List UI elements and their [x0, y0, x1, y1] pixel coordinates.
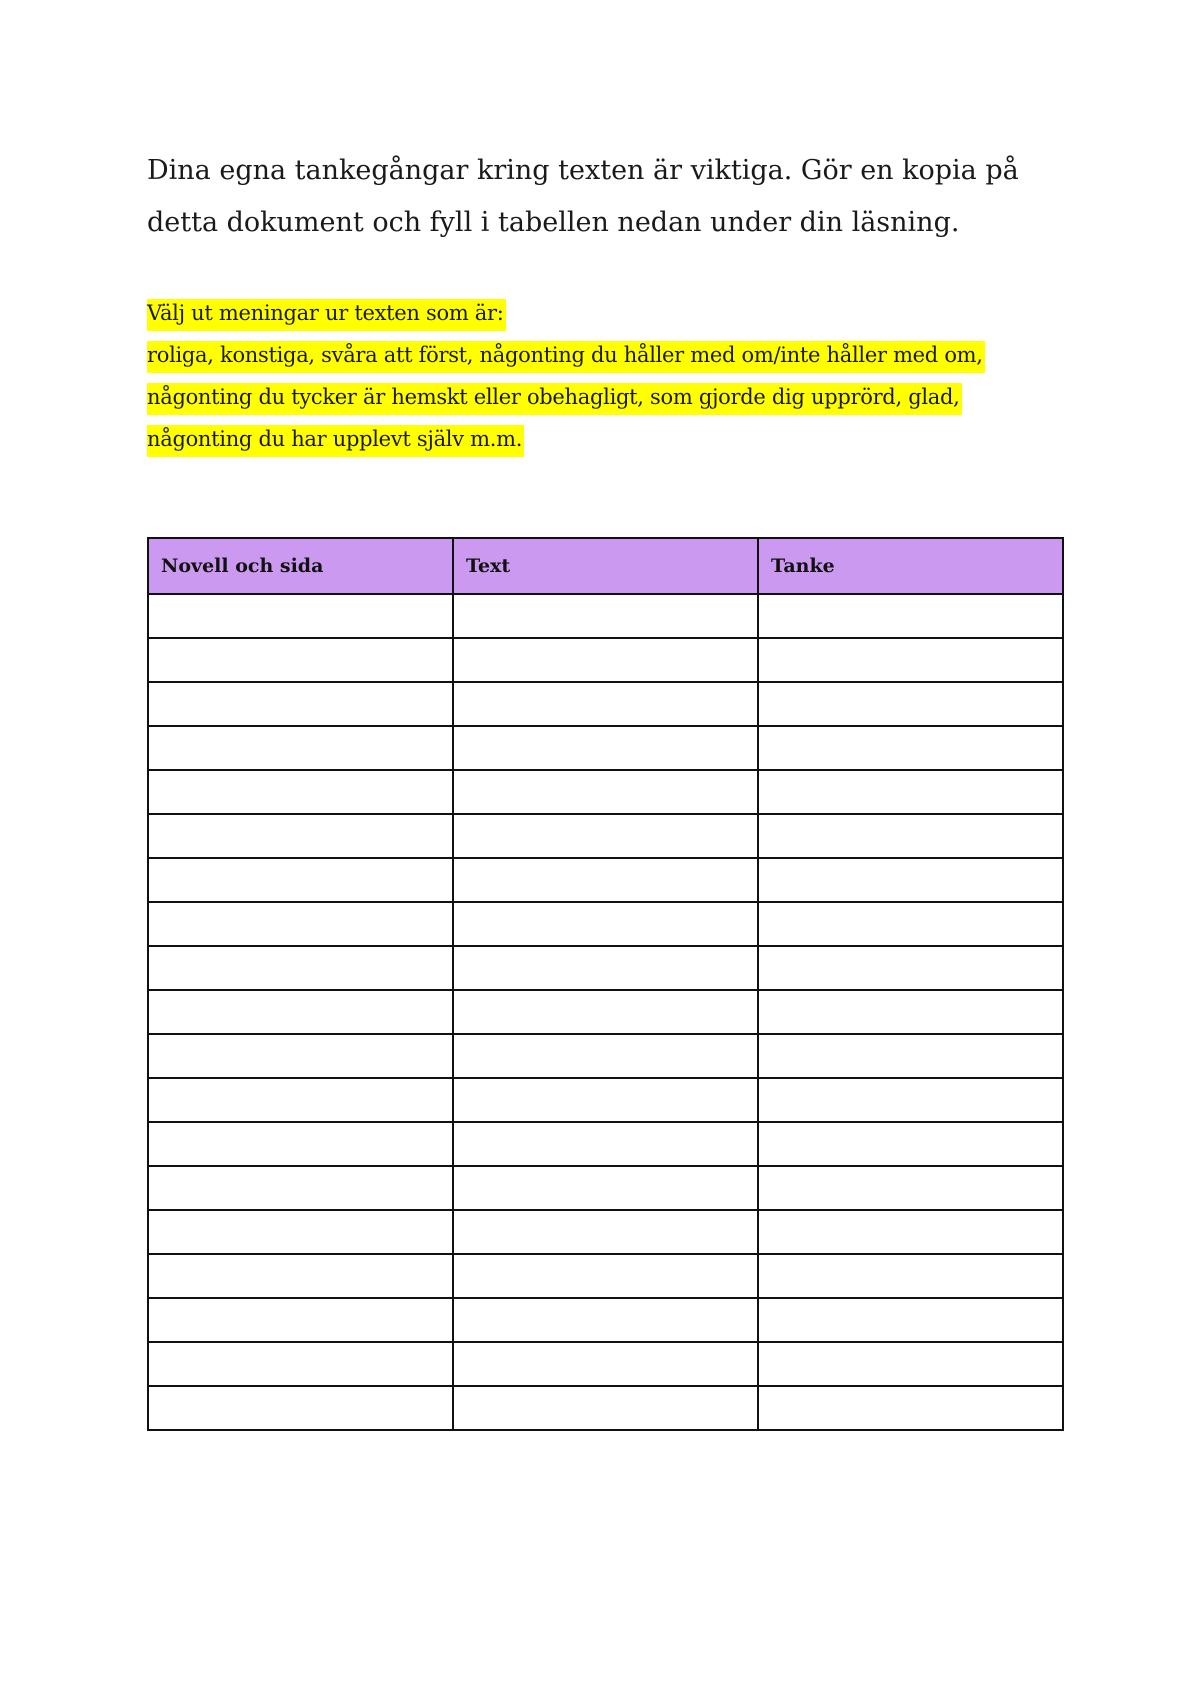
table-row — [148, 814, 1063, 858]
empty-cell-text[interactable] — [453, 1386, 758, 1430]
empty-cell-text[interactable] — [453, 770, 758, 814]
instruction-line: roliga, konstiga, svåra att först, någonting du håller med om/inte håller med om, — [147, 341, 985, 373]
empty-cell-text[interactable] — [453, 682, 758, 726]
empty-cell-novell-och-sida[interactable] — [148, 1342, 453, 1386]
empty-cell-text[interactable] — [453, 1254, 758, 1298]
empty-cell-novell-och-sida[interactable] — [148, 1386, 453, 1430]
instruction-line: någonting du tycker är hemskt eller obehagligt, som gjorde dig upprörd, glad, — [147, 383, 962, 415]
empty-cell-text[interactable] — [453, 814, 758, 858]
empty-cell-tanke[interactable] — [758, 990, 1063, 1034]
empty-cell-tanke[interactable] — [758, 1122, 1063, 1166]
empty-cell-text[interactable] — [453, 1034, 758, 1078]
empty-cell-tanke[interactable] — [758, 1034, 1063, 1078]
empty-cell-text[interactable] — [453, 1122, 758, 1166]
intro-line: Dina egna tankegångar kring texten är viktiga. Gör en kopia på — [147, 155, 1019, 186]
table-row — [148, 1386, 1063, 1430]
empty-cell-tanke[interactable] — [758, 1386, 1063, 1430]
table-row — [148, 1254, 1063, 1298]
empty-cell-tanke[interactable] — [758, 902, 1063, 946]
intro-paragraph — [147, 145, 1047, 249]
empty-cell-novell-och-sida[interactable] — [148, 1254, 453, 1298]
table-row — [148, 1342, 1063, 1386]
table-row — [148, 858, 1063, 902]
table-header-row — [148, 538, 1063, 594]
empty-cell-tanke[interactable] — [758, 814, 1063, 858]
table-row — [148, 1166, 1063, 1210]
empty-cell-text[interactable] — [453, 1166, 758, 1210]
table-row — [148, 770, 1063, 814]
empty-cell-tanke[interactable] — [758, 1342, 1063, 1386]
empty-cell-text[interactable] — [453, 1298, 758, 1342]
table-row — [148, 1034, 1063, 1078]
empty-cell-tanke[interactable] — [758, 1210, 1063, 1254]
empty-cell-novell-och-sida[interactable] — [148, 638, 453, 682]
table-row — [148, 1210, 1063, 1254]
empty-cell-tanke[interactable] — [758, 1078, 1063, 1122]
empty-cell-novell-och-sida[interactable] — [148, 814, 453, 858]
empty-cell-novell-och-sida[interactable] — [148, 1122, 453, 1166]
table-row — [148, 638, 1063, 682]
empty-cell-novell-och-sida[interactable] — [148, 990, 453, 1034]
table-row — [148, 990, 1063, 1034]
empty-cell-novell-och-sida[interactable] — [148, 1078, 453, 1122]
reading-log-table — [147, 537, 1064, 1431]
empty-cell-novell-och-sida[interactable] — [148, 594, 453, 638]
table-row — [148, 902, 1063, 946]
empty-cell-tanke[interactable] — [758, 594, 1063, 638]
table-row — [148, 946, 1063, 990]
table-body — [148, 594, 1063, 1430]
empty-cell-text[interactable] — [453, 902, 758, 946]
empty-cell-tanke[interactable] — [758, 1166, 1063, 1210]
empty-cell-novell-och-sida[interactable] — [148, 858, 453, 902]
table-row — [148, 1078, 1063, 1122]
highlighted-instructions — [147, 292, 1047, 460]
empty-cell-text[interactable] — [453, 1210, 758, 1254]
empty-cell-tanke[interactable] — [758, 858, 1063, 902]
empty-cell-novell-och-sida[interactable] — [148, 1166, 453, 1210]
empty-cell-novell-och-sida[interactable] — [148, 1210, 453, 1254]
empty-cell-novell-och-sida[interactable] — [148, 902, 453, 946]
empty-cell-tanke[interactable] — [758, 726, 1063, 770]
empty-cell-tanke[interactable] — [758, 638, 1063, 682]
reading-log-table-container — [147, 537, 1064, 1431]
empty-cell-tanke[interactable] — [758, 1298, 1063, 1342]
empty-cell-novell-och-sida[interactable] — [148, 946, 453, 990]
empty-cell-tanke[interactable] — [758, 682, 1063, 726]
empty-cell-text[interactable] — [453, 638, 758, 682]
table-row — [148, 726, 1063, 770]
intro-line: detta dokument och fyll i tabellen nedan under din läsning. — [147, 207, 960, 238]
column-header-tanke: Tanke — [758, 538, 1063, 594]
empty-cell-text[interactable] — [453, 726, 758, 770]
table-row — [148, 594, 1063, 638]
column-header-novell-och-sida: Novell och sida — [148, 538, 453, 594]
empty-cell-tanke[interactable] — [758, 770, 1063, 814]
empty-cell-text[interactable] — [453, 946, 758, 990]
empty-cell-tanke[interactable] — [758, 1254, 1063, 1298]
empty-cell-text[interactable] — [453, 990, 758, 1034]
table-row — [148, 1298, 1063, 1342]
instruction-line: Välj ut meningar ur texten som är: — [147, 299, 506, 331]
empty-cell-novell-och-sida[interactable] — [148, 682, 453, 726]
empty-cell-text[interactable] — [453, 1342, 758, 1386]
empty-cell-text[interactable] — [453, 594, 758, 638]
empty-cell-text[interactable] — [453, 1078, 758, 1122]
column-header-text: Text — [453, 538, 758, 594]
empty-cell-novell-och-sida[interactable] — [148, 726, 453, 770]
table-row — [148, 1122, 1063, 1166]
table-row — [148, 682, 1063, 726]
empty-cell-novell-och-sida[interactable] — [148, 770, 453, 814]
empty-cell-novell-och-sida[interactable] — [148, 1298, 453, 1342]
empty-cell-tanke[interactable] — [758, 946, 1063, 990]
empty-cell-text[interactable] — [453, 858, 758, 902]
instruction-line: någonting du har upplevt själv m.m. — [147, 425, 524, 457]
empty-cell-novell-och-sida[interactable] — [148, 1034, 453, 1078]
